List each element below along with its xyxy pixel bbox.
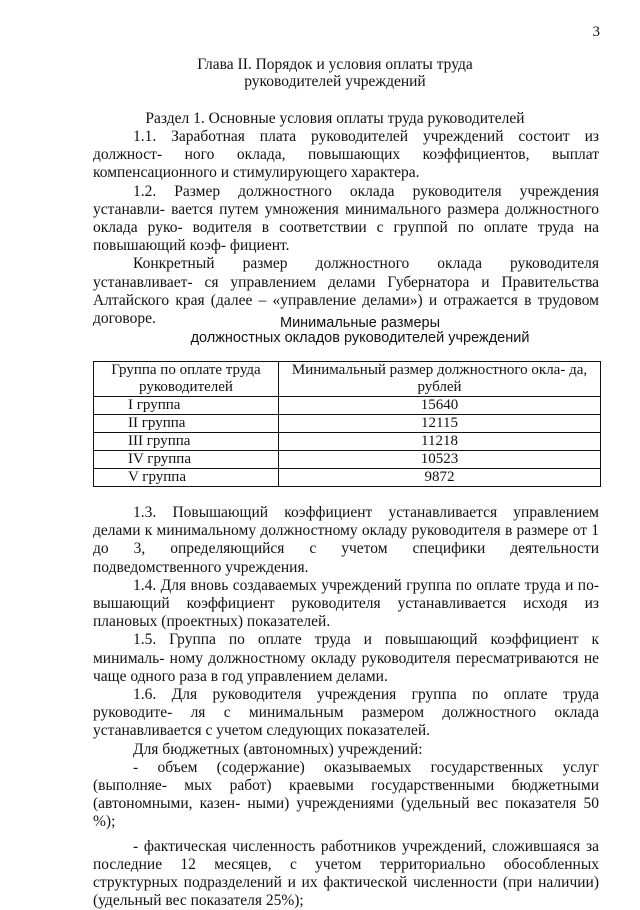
paragraph: 1.4. Для вновь создаваемых учреждений группа по оплате труда и по- вышающий коэффициент руководителя устанавливается исходя из плановых (проектных) показателей. (93, 576, 599, 631)
chapter-title-line: руководителей учреждений (244, 72, 426, 90)
text-block-top (93, 128, 599, 328)
table-cell-group: II группа (94, 415, 279, 433)
table-row (94, 397, 601, 415)
paragraph: 1.5. Группа по оплате труда и повышающий коэффициент к минималь- ному должностному окладу руководителя пересматриваются не чаще одного раза в год управлением делами. (93, 631, 599, 685)
table-header-row (94, 362, 601, 397)
paragraph: - фактическая численность работников учреждений, сложившаяся за последние 12 месяцев, с учетом территориально обособленных структурных подразделений и их фактической численности (при наличии) (удельный вес показателя 25%); (93, 837, 599, 910)
table-row (94, 433, 601, 451)
table-cell-group: IV группа (94, 451, 279, 469)
salary-table (93, 361, 601, 487)
chapter-title (0, 57, 640, 90)
paragraph: 1.1. Заработная плата руководителей учреждений состоит из должност- ного оклада, повышающих коэффициентов, выплат компенсационного и стимулирующего характера. (93, 128, 599, 182)
table-title-line: должностных окладов руководителей учреждений (190, 330, 530, 346)
text-block-bottom (93, 504, 599, 910)
table-row (94, 469, 601, 487)
paragraph: - объем (содержание) оказываемых государственных услуг (выполняе- мых работ) краевыми государственными бюджетными (автономными, казен- ными) учреждениями (удельный вес показателя 50 %); (93, 758, 599, 831)
table-row (94, 415, 601, 433)
table-cell-salary: 10523 (279, 451, 601, 469)
table-header-group: Группа по оплате труда руководителей (94, 362, 279, 397)
table-cell-group: I группа (94, 397, 279, 415)
table-header-salary: Минимальный размер должностного окла- да, рублей (279, 362, 601, 397)
paragraph: Конкретный размер должностного оклада руководителя устанавливает- ся управлением делами Губернатора и Правительства Алтайского края (далее – «управление делами») и отражается в трудовом договоре. (93, 255, 599, 328)
table-cell-group: III группа (94, 433, 279, 451)
table-cell-salary: 9872 (279, 469, 601, 487)
page-number: 3 (592, 24, 600, 40)
chapter-title-line: Глава II. Порядок и условия оплаты труда (197, 56, 473, 73)
paragraph: 1.3. Повышающий коэффициент устанавливается управлением делами к минимальному должностному окладу руководителя в размере от 1 до 3, определяющийся с учетом специфики деятельности подведомственного учреждения. (93, 504, 599, 576)
paragraph: 1.2. Размер должностного оклада руководителя учреждения устанавли- вается путем умножения минимального размера должностного оклада руко- водителя в соответствии с группой по оплате труда на повышающий коэф- фициент. (93, 182, 599, 255)
table-cell-salary: 15640 (279, 397, 601, 415)
table-title (100, 316, 620, 346)
table-cell-salary: 12115 (279, 415, 601, 433)
table-cell-group: V группа (94, 469, 279, 487)
paragraph: Для бюджетных (автономных) учреждений: (133, 740, 423, 758)
paragraph: 1.6. Для руководителя учреждения группа по оплате труда руководите- ля с минимальным размером должностного оклада устанавливается с учетом следующих показателей. (93, 686, 599, 740)
table-cell-salary: 11218 (279, 433, 601, 451)
table-title-line: Минимальные размеры (280, 315, 440, 331)
section-title: Раздел 1. Основные условия оплаты труда руководителей (145, 110, 525, 127)
table-row (94, 451, 601, 469)
